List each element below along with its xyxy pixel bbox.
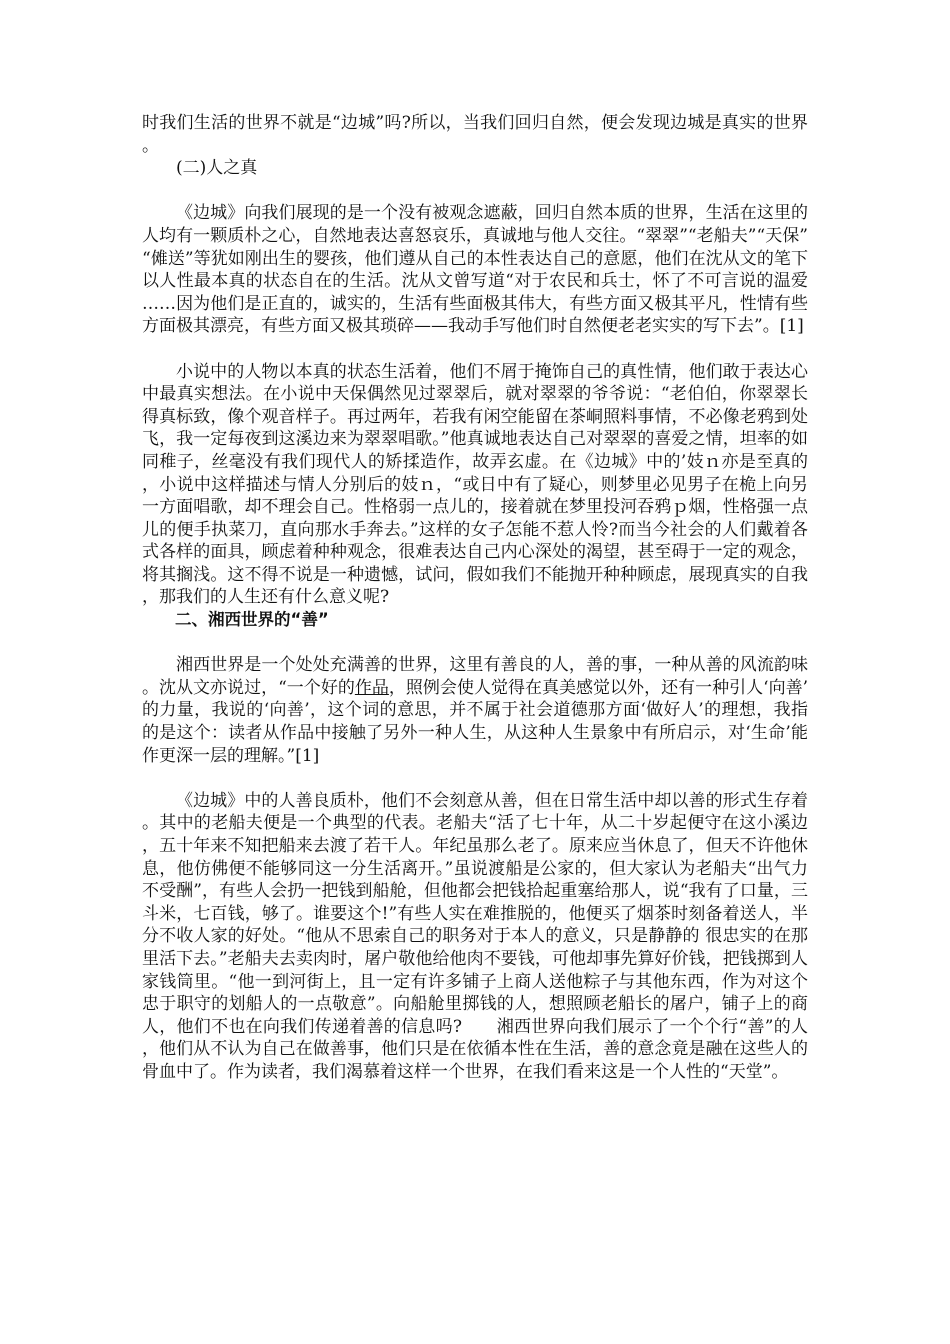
paragraph-xiangxi-goodness — [142, 654, 808, 767]
works-link[interactable]: 作品 — [354, 677, 389, 698]
section-heading-goodness: 二、湘西世界的“善” — [175, 610, 329, 630]
paragraph-text-part-a: 湘西世界是一个处处充满善的世界，这里有善良的人，善的事，一种从善的风流韵味。沈从文亦说过，“一个好的 — [142, 655, 808, 698]
paragraph-border-town-world: 《边城》向我们展现的是一个没有被观念遮蔽，回归自然本质的世界，生活在这里的人均有一颗质朴之心，自然地表达喜怒哀乐，真诚地与他人交往。“翠翠”“老船夫”“天保”“傩送”等犹如刚出生的婴孩，他们遵从自己的本性表达自己的意愿，他们在沈从文的笔下以人性最本真的状态自在的生活。沈从文曾写道“对于农民和兵士，怀了不可言说的温爱……因为他们是正直的，诚实的，生活有些面极其伟大，有些方面又极其平凡，性情有些方面极其漂亮，有些方面又极其琐碎——我动手写他们时自然便老老实实的写下去”。[1] — [142, 203, 808, 337]
section-heading-truth-of-people: (二)人之真 — [176, 158, 258, 179]
paragraph-characters-authentic: 小说中的人物以本真的状态生活着，他们不屑于掩饰自己的真性情，他们敢于表达心中最真实想法。在小说中天保偶然见过翠翠后，就对翠翠的爷爷说：“老伯伯，你翠翠长得真标致，像个观音样子。再过两年，若我有闲空能留在茶峒照料事情，不必像老鸦到处飞，我一定每夜到这溪边来为翠翠唱歌。”他真诚地表达自己对翠翠的喜爱之情，坦率的如同稚子，丝毫没有我们现代人的矫揉造作，故弄玄虚。在《边城》中的’妓ｎ亦是至真的，小说中这样描述与情人分别后的妓ｎ，“或日中有了疑心，则梦里必见男子在桅上向另一方面唱歌，却不理会自己。性格弱一点儿的，接着就在梦里投河吞鸦ｐ烟，性格强一点儿的便手执菜刀，直向那水手奔去。”这样的女子怎能不惹人怜?而当今社会的人们戴着各式各样的面具，顾虑着种种观念，很难表达自己内心深处的渴望，甚至碍于一定的观念，将其搁浅。这不得不说是一种遗憾，试问，假如我们不能抛开种种顾虑，展现真实的自我，那我们的人生还有什么意义呢? — [142, 361, 808, 608]
paragraph-old-ferryman: 《边城》中的人善良质朴，他们不会刻意从善，但在日常生活中却以善的形式生存着。其中的老船夫便是一个典型的代表。老船夫“活了七十年，从二十岁起便守在这小溪边，五十年来不知把船来去渡了若干人。年纪虽那么老了。原来应当休息了，但天不许他休息，他仿佛便不能够同这一分生活离开。”虽说渡船是公家的，但大家认为老船夫“出气力不受酬”，有些人会扔一把钱到船舱，但他都会把钱拾起重塞给那人，说“我有了口量，三斗米，七百钱，够了。谁要这个!”有些人实在难推脱的，他便买了烟茶时刻备着送人，半分不收人家的好处。“他从不思索自己的职务对于本人的意义，只是静静的 很忠实的在那里活下去。”老船夫去卖肉时，屠户敬他给他肉不要钱，可他却事先算好价钱，把钱掷到人家钱筒里。“他一到河街上，且一定有许多铺子上商人送他粽子与其他东西，作为对这个忠于职守的划船人的一点敬意”。向船舱里掷钱的人，想照顾老船长的屠户，铺子上的商人，他们不也在向我们传递着善的信息吗? 湘西世界向我们展示了一个个行“善”的人，他们从不认为自己在做善事，他们只是在依循本性在生活，善的意念竟是融在这些人的骨血中了。作为读者，我们渴慕着这样一个世界，在我们看来这是一个人性的“天堂”。 — [142, 790, 808, 1082]
paragraph-continuation: 时我们生活的世界不就是“边城”吗?所以，当我们回归自然，便会发现边城是真实的世界。 — [142, 113, 808, 156]
paragraph-text-part-b: ，照例会使人觉得在真美感觉以外，还有一种引人‘向善’的力量，我说的‘向善’，这个词的意思，并不属于社会道德那方面‘做好人’的理想，我指的是这个：读者从作品中接触了另外一种人生，从这种人生景象中有所启示，对‘生命’能作更深一层的理解。”[1] — [142, 677, 808, 766]
document-page — [142, 112, 808, 1084]
